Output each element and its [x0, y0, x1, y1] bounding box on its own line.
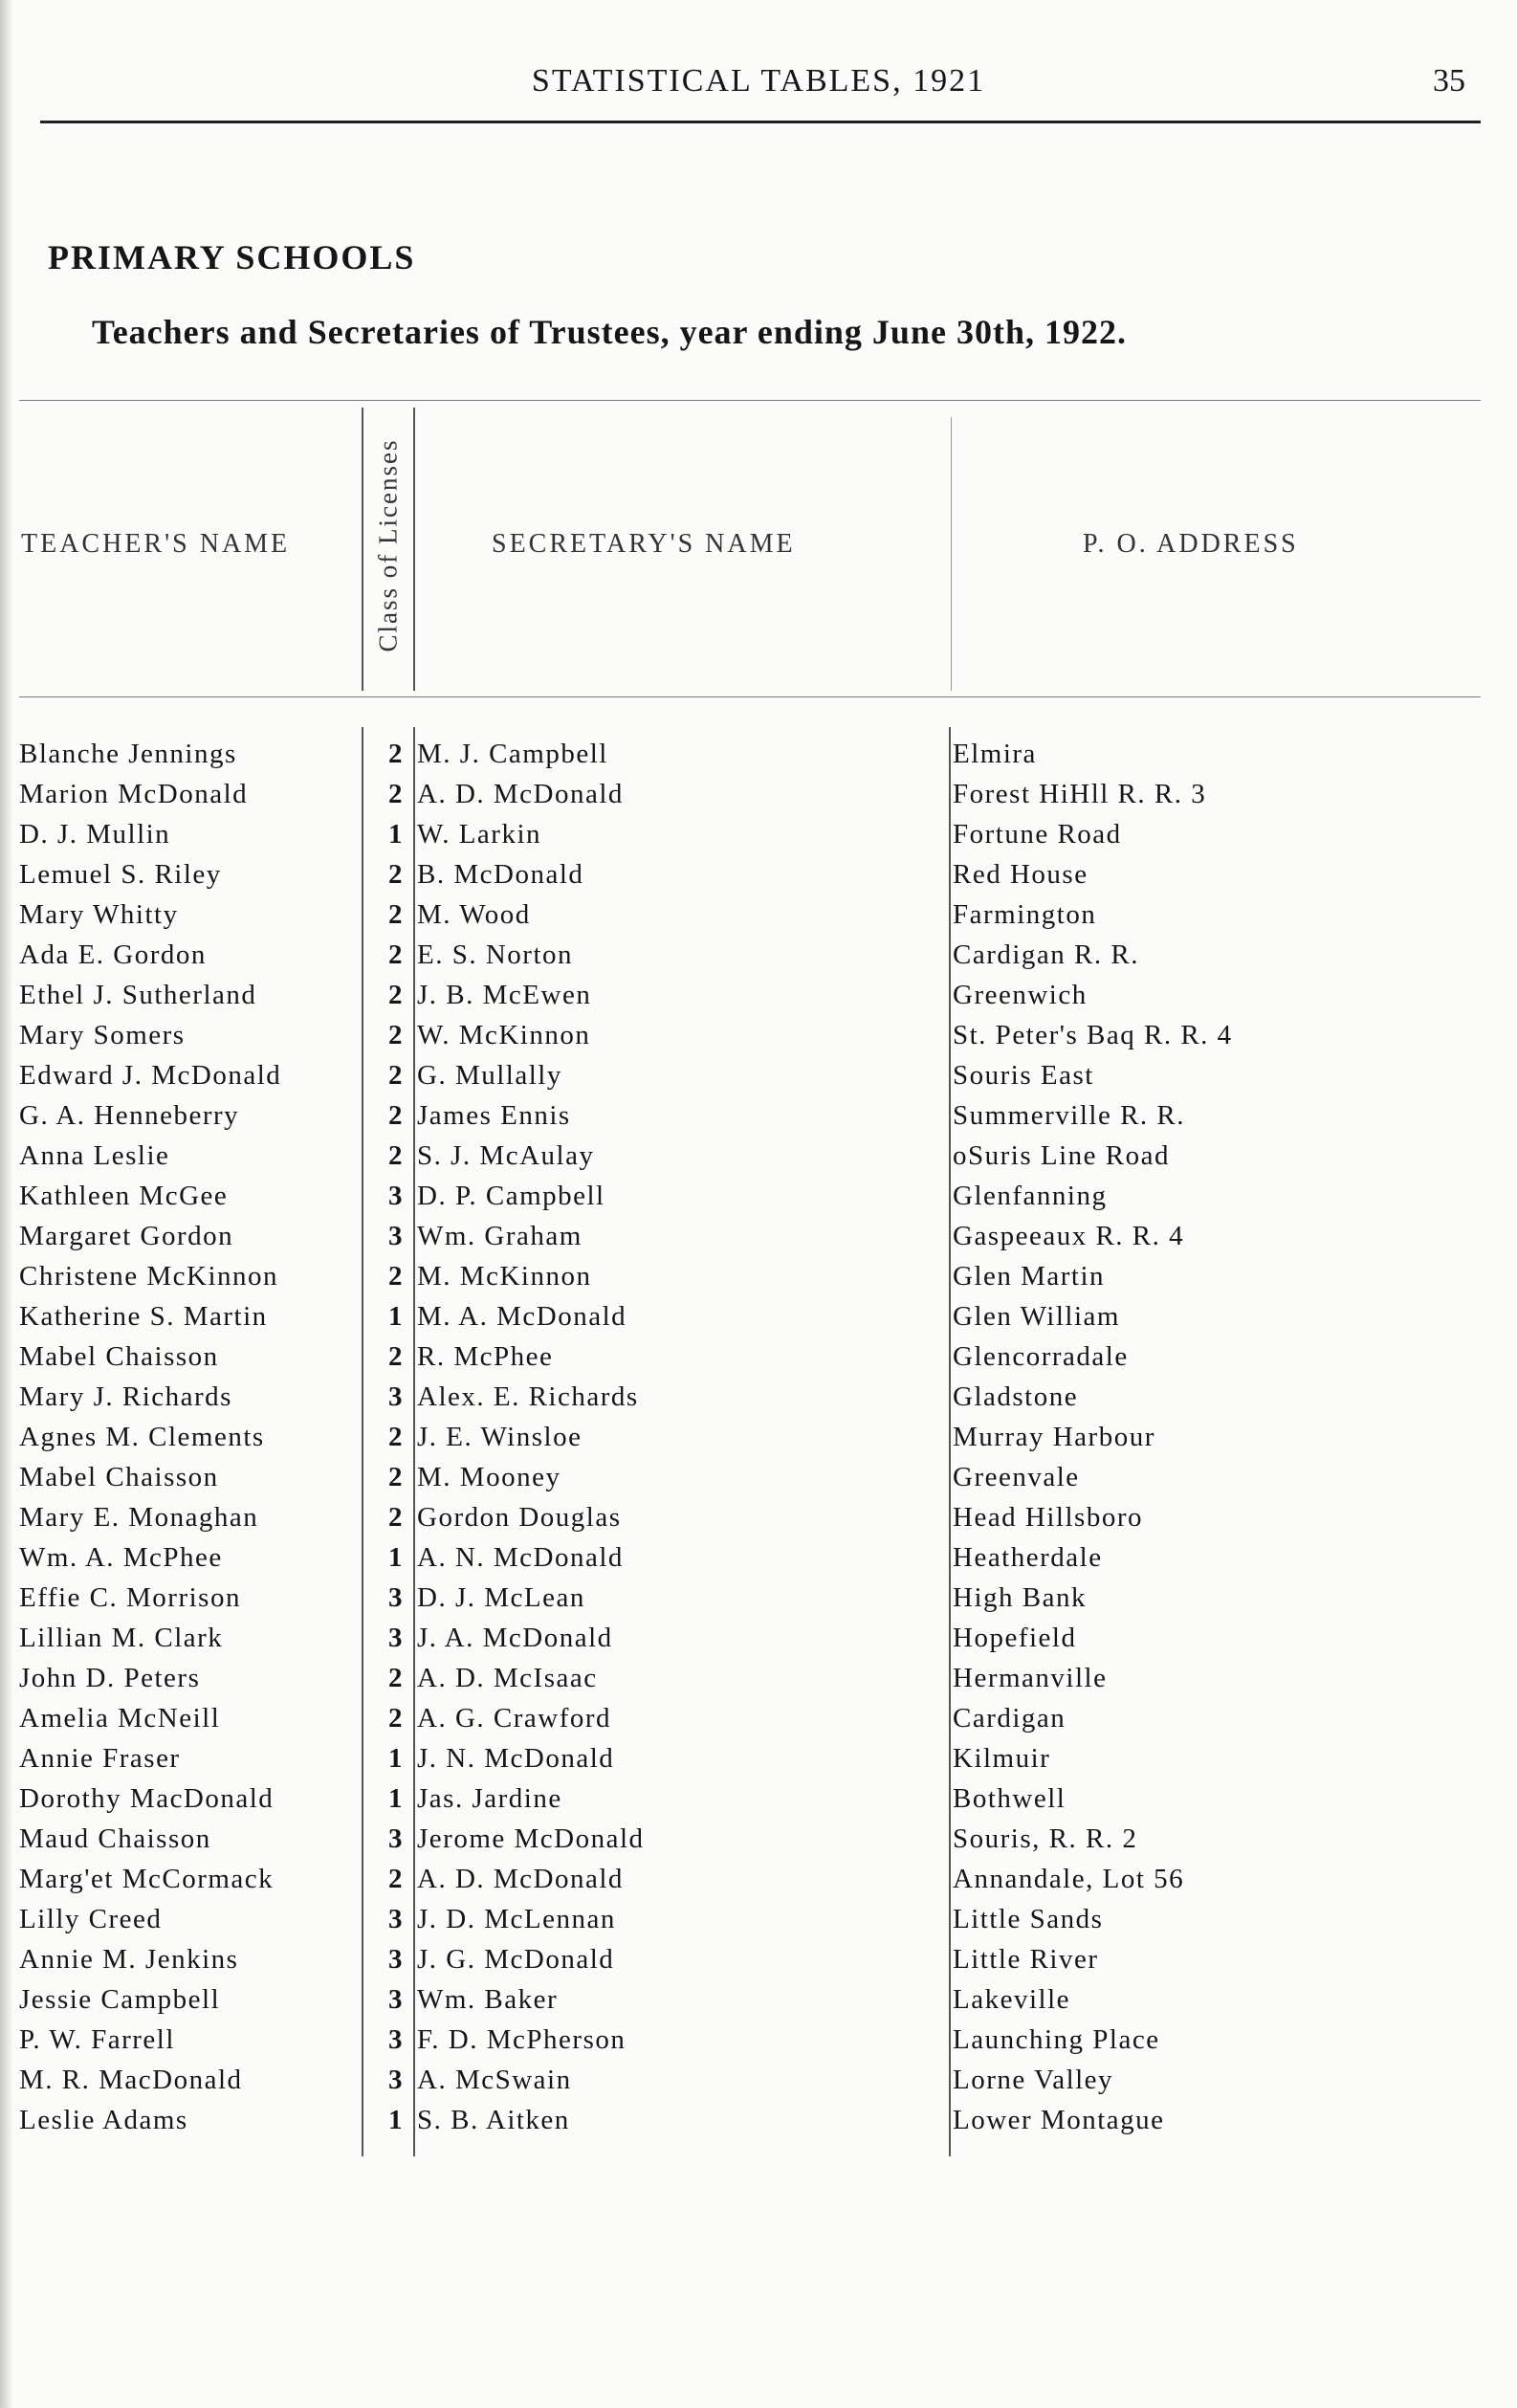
- teacher-name: Annie Fraser: [19, 1743, 181, 1774]
- teacher-name: Leslie Adams: [19, 2105, 188, 2135]
- secretary-name: Wm. Baker: [417, 1984, 559, 2015]
- table-row: [0, 775, 1517, 815]
- teacher-name: Annie M. Jenkins: [19, 1944, 239, 1975]
- license-class: 1: [388, 819, 404, 850]
- column-header-address: P. O. ADDRESS: [1083, 529, 1299, 559]
- po-address: St. Peter's Baq R. R. 4: [953, 1020, 1233, 1050]
- teacher-name: Amelia McNeill: [19, 1703, 221, 1734]
- teacher-name: Dorothy MacDonald: [19, 1783, 275, 1814]
- license-class: 3: [388, 1181, 404, 1211]
- po-address: Glenfanning: [953, 1181, 1108, 1211]
- po-address: Launching Place: [953, 2024, 1160, 2055]
- teacher-name: Lemuel S. Riley: [19, 859, 222, 890]
- table-row: [0, 895, 1517, 936]
- teacher-name: Lilly Creed: [19, 1904, 163, 1934]
- table-row: [0, 1739, 1517, 1779]
- secretary-name: M. McKinnon: [417, 1261, 592, 1292]
- teacher-name: Kathleen McGee: [19, 1181, 229, 1211]
- secretary-name: S. J. McAulay: [417, 1140, 595, 1171]
- po-address: Souris, R. R. 2: [953, 1823, 1138, 1854]
- teacher-name: Christene McKinnon: [19, 1261, 279, 1292]
- po-address: Kilmuir: [953, 1743, 1051, 1774]
- teacher-name: John D. Peters: [19, 1663, 201, 1693]
- table-row: [0, 1820, 1517, 1860]
- po-address: Bothwell: [953, 1783, 1066, 1814]
- table-row: [0, 1619, 1517, 1659]
- secretary-name: A. D. McIsaac: [417, 1663, 598, 1693]
- license-class: 2: [388, 1060, 404, 1091]
- secretary-name: A. G. Crawford: [417, 1703, 612, 1734]
- po-address: Murray Harbour: [953, 1422, 1155, 1452]
- license-class: 2: [388, 1502, 404, 1533]
- table-row: [0, 1257, 1517, 1297]
- teacher-name: P. W. Farrell: [19, 2024, 175, 2055]
- secretary-name: S. B. Aitken: [417, 2105, 570, 2135]
- teacher-name: Agnes M. Clements: [19, 1422, 265, 1452]
- secretary-name: Wm. Graham: [417, 1221, 583, 1251]
- teacher-name: Mary J. Richards: [19, 1381, 232, 1412]
- po-address: High Bank: [953, 1582, 1087, 1613]
- table-row: [0, 1579, 1517, 1619]
- po-address: Cardigan: [953, 1703, 1066, 1734]
- table-row: [0, 1418, 1517, 1458]
- table-row: [0, 1779, 1517, 1820]
- table-row: [0, 2101, 1517, 2141]
- po-address: Souris East: [953, 1060, 1094, 1091]
- secretary-name: A. McSwain: [417, 2065, 572, 2095]
- table-subtitle: Teachers and Secretaries of Trustees, year ending June 30th, 1922.: [92, 313, 1127, 351]
- license-class: 3: [388, 1944, 404, 1975]
- po-address: Glen Martin: [953, 1261, 1106, 1292]
- license-class: 2: [388, 1663, 404, 1693]
- secretary-name: R. McPhee: [417, 1341, 554, 1372]
- secretary-name: M. A. McDonald: [417, 1301, 627, 1332]
- license-class: 1: [388, 1542, 404, 1573]
- license-class: 1: [388, 1301, 404, 1332]
- secretary-name: M. Mooney: [417, 1462, 561, 1492]
- teacher-name: Edward J. McDonald: [19, 1060, 282, 1091]
- secretary-name: J. D. McLennan: [417, 1904, 616, 1934]
- table-row: [0, 1659, 1517, 1699]
- secretary-name: A. N. McDonald: [417, 1542, 624, 1573]
- secretary-name: F. D. McPherson: [417, 2024, 627, 2055]
- license-class: 2: [388, 939, 404, 970]
- table-row: [0, 1980, 1517, 2021]
- table-row: [0, 1498, 1517, 1538]
- secretary-name: J. E. Winsloe: [417, 1422, 583, 1452]
- license-class: 2: [388, 779, 404, 809]
- secretary-name: James Ennis: [417, 1100, 571, 1131]
- teacher-name: Marg'et McCormack: [19, 1864, 275, 1894]
- running-title: STATISTICAL TABLES, 1921: [531, 63, 986, 99]
- po-address: Cardigan R. R.: [953, 939, 1139, 970]
- teacher-name: Mabel Chaisson: [19, 1462, 219, 1492]
- teacher-name: Ethel J. Sutherland: [19, 980, 257, 1010]
- license-class: 3: [388, 2024, 404, 2055]
- table-row: [0, 735, 1517, 775]
- teacher-name: Blanche Jennings: [19, 739, 237, 769]
- license-class: 3: [388, 2065, 404, 2095]
- header-bottom-rule: [19, 696, 1481, 697]
- teacher-name: Mary Somers: [19, 1020, 186, 1050]
- po-address: Little River: [953, 1944, 1099, 1975]
- po-address: Red House: [953, 859, 1088, 890]
- table-row: [0, 1337, 1517, 1378]
- secretary-name: W. McKinnon: [417, 1020, 591, 1050]
- po-address: Glencorradale: [953, 1341, 1129, 1372]
- teacher-name: Anna Leslie: [19, 1140, 170, 1171]
- teacher-name: Katherine S. Martin: [19, 1301, 268, 1332]
- license-class: 2: [388, 1100, 404, 1131]
- secretary-name: E. S. Norton: [417, 939, 573, 970]
- column-header-class-label: Class of Licenses: [373, 438, 403, 652]
- po-address: Farmington: [953, 899, 1097, 930]
- po-address: Summerville R. R.: [953, 1100, 1185, 1131]
- table-row: [0, 1940, 1517, 1980]
- table-row: [0, 1900, 1517, 1940]
- license-class: 1: [388, 1783, 404, 1814]
- header-divider: [362, 408, 363, 691]
- teacher-name: Marion McDonald: [19, 779, 249, 809]
- po-address: Fortune Road: [953, 819, 1122, 850]
- teacher-name: Mabel Chaisson: [19, 1341, 219, 1372]
- table-row: [0, 855, 1517, 895]
- license-class: 2: [388, 1864, 404, 1894]
- license-class: 1: [388, 1743, 404, 1774]
- po-address: Elmira: [953, 739, 1037, 769]
- page-number: 35: [1433, 63, 1465, 99]
- table-row: [0, 1217, 1517, 1257]
- section-title: PRIMARY SCHOOLS: [48, 238, 416, 276]
- table-top-rule: [19, 400, 1481, 401]
- po-address: Greenwich: [953, 980, 1088, 1010]
- secretary-name: Jas. Jardine: [417, 1783, 562, 1814]
- column-header-class: [369, 411, 407, 679]
- table-row: [0, 1137, 1517, 1177]
- column-header-teacher: TEACHER'S NAME: [21, 529, 291, 559]
- license-class: 2: [388, 980, 404, 1010]
- license-class: 3: [388, 1823, 404, 1854]
- teacher-name: Lillian M. Clark: [19, 1623, 224, 1653]
- secretary-name: B. McDonald: [417, 859, 584, 890]
- header-rule: [40, 121, 1481, 123]
- teacher-name: Mary E. Monaghan: [19, 1502, 259, 1533]
- table-row: [0, 1699, 1517, 1739]
- teacher-name: Mary Whitty: [19, 899, 179, 930]
- table-row: [0, 1378, 1517, 1418]
- license-class: 2: [388, 1462, 404, 1492]
- po-address: Lakeville: [953, 1984, 1071, 2015]
- secretary-name: W. Larkin: [417, 819, 542, 850]
- teacher-name: Effie C. Morrison: [19, 1582, 241, 1613]
- secretary-name: D. J. McLean: [417, 1582, 585, 1613]
- license-class: 3: [388, 1623, 404, 1653]
- secretary-name: J. B. McEwen: [417, 980, 592, 1010]
- license-class: 2: [388, 859, 404, 890]
- secretary-name: Alex. E. Richards: [417, 1381, 639, 1412]
- table-row: [0, 976, 1517, 1016]
- po-address: oSuris Line Road: [953, 1140, 1170, 1171]
- license-class: 2: [388, 899, 404, 930]
- secretary-name: J. A. McDonald: [417, 1623, 613, 1653]
- license-class: 2: [388, 739, 404, 769]
- license-class: 2: [388, 1341, 404, 1372]
- table-row: [0, 1016, 1517, 1056]
- table-row: [0, 815, 1517, 855]
- teacher-name: G. A. Henneberry: [19, 1100, 240, 1131]
- po-address: Little Sands: [953, 1904, 1104, 1934]
- table-row: [0, 1538, 1517, 1579]
- column-header-secretary: SECRETARY'S NAME: [492, 529, 796, 559]
- po-address: Head Hillsboro: [953, 1502, 1143, 1533]
- license-class: 3: [388, 1381, 404, 1412]
- secretary-name: A. D. McDonald: [417, 1864, 624, 1894]
- secretary-name: Gordon Douglas: [417, 1502, 622, 1533]
- teacher-name: Wm. A. McPhee: [19, 1542, 223, 1573]
- table-row: [0, 1096, 1517, 1137]
- table-row: [0, 2061, 1517, 2101]
- table-body: [0, 735, 1517, 2141]
- table-row: [0, 936, 1517, 976]
- po-address: Glen William: [953, 1301, 1120, 1332]
- secretary-name: G. Mullally: [417, 1060, 562, 1091]
- license-class: 3: [388, 1984, 404, 2015]
- po-address: Annandale, Lot 56: [953, 1864, 1185, 1894]
- license-class: 2: [388, 1261, 404, 1292]
- license-class: 3: [388, 1582, 404, 1613]
- teacher-name: Maud Chaisson: [19, 1823, 211, 1854]
- po-address: Greenvale: [953, 1462, 1080, 1492]
- license-class: 2: [388, 1140, 404, 1171]
- table-row: [0, 2021, 1517, 2061]
- teacher-name: Margaret Gordon: [19, 1221, 234, 1251]
- po-address: Forest HiHll R. R. 3: [953, 779, 1207, 809]
- license-class: 1: [388, 2105, 404, 2135]
- teacher-name: Ada E. Gordon: [19, 939, 207, 970]
- secretary-name: J. G. McDonald: [417, 1944, 615, 1975]
- po-address: Lorne Valley: [953, 2065, 1114, 2095]
- license-class: 3: [388, 1221, 404, 1251]
- secretary-name: A. D. McDonald: [417, 779, 624, 809]
- license-class: 2: [388, 1422, 404, 1452]
- teacher-name: D. J. Mullin: [19, 819, 171, 850]
- table-row: [0, 1860, 1517, 1900]
- license-class: 2: [388, 1020, 404, 1050]
- license-class: 2: [388, 1703, 404, 1734]
- license-class: 3: [388, 1904, 404, 1934]
- po-address: Heatherdale: [953, 1542, 1103, 1573]
- po-address: Gaspeeaux R. R. 4: [953, 1221, 1185, 1251]
- header-divider: [951, 417, 952, 691]
- teacher-name: M. R. MacDonald: [19, 2065, 243, 2095]
- secretary-name: Jerome McDonald: [417, 1823, 645, 1854]
- table-row: [0, 1297, 1517, 1337]
- po-address: Hermanville: [953, 1663, 1108, 1693]
- table-row: [0, 1056, 1517, 1096]
- secretary-name: M. Wood: [417, 899, 531, 930]
- po-address: Hopefield: [953, 1623, 1077, 1653]
- po-address: Lower Montague: [953, 2105, 1165, 2135]
- secretary-name: D. P. Campbell: [417, 1181, 605, 1211]
- teacher-name: Jessie Campbell: [19, 1984, 221, 2015]
- po-address: Gladstone: [953, 1381, 1079, 1412]
- secretary-name: J. N. McDonald: [417, 1743, 615, 1774]
- table-row: [0, 1177, 1517, 1217]
- secretary-name: M. J. Campbell: [417, 739, 608, 769]
- table-row: [0, 1458, 1517, 1498]
- header-divider: [413, 408, 415, 691]
